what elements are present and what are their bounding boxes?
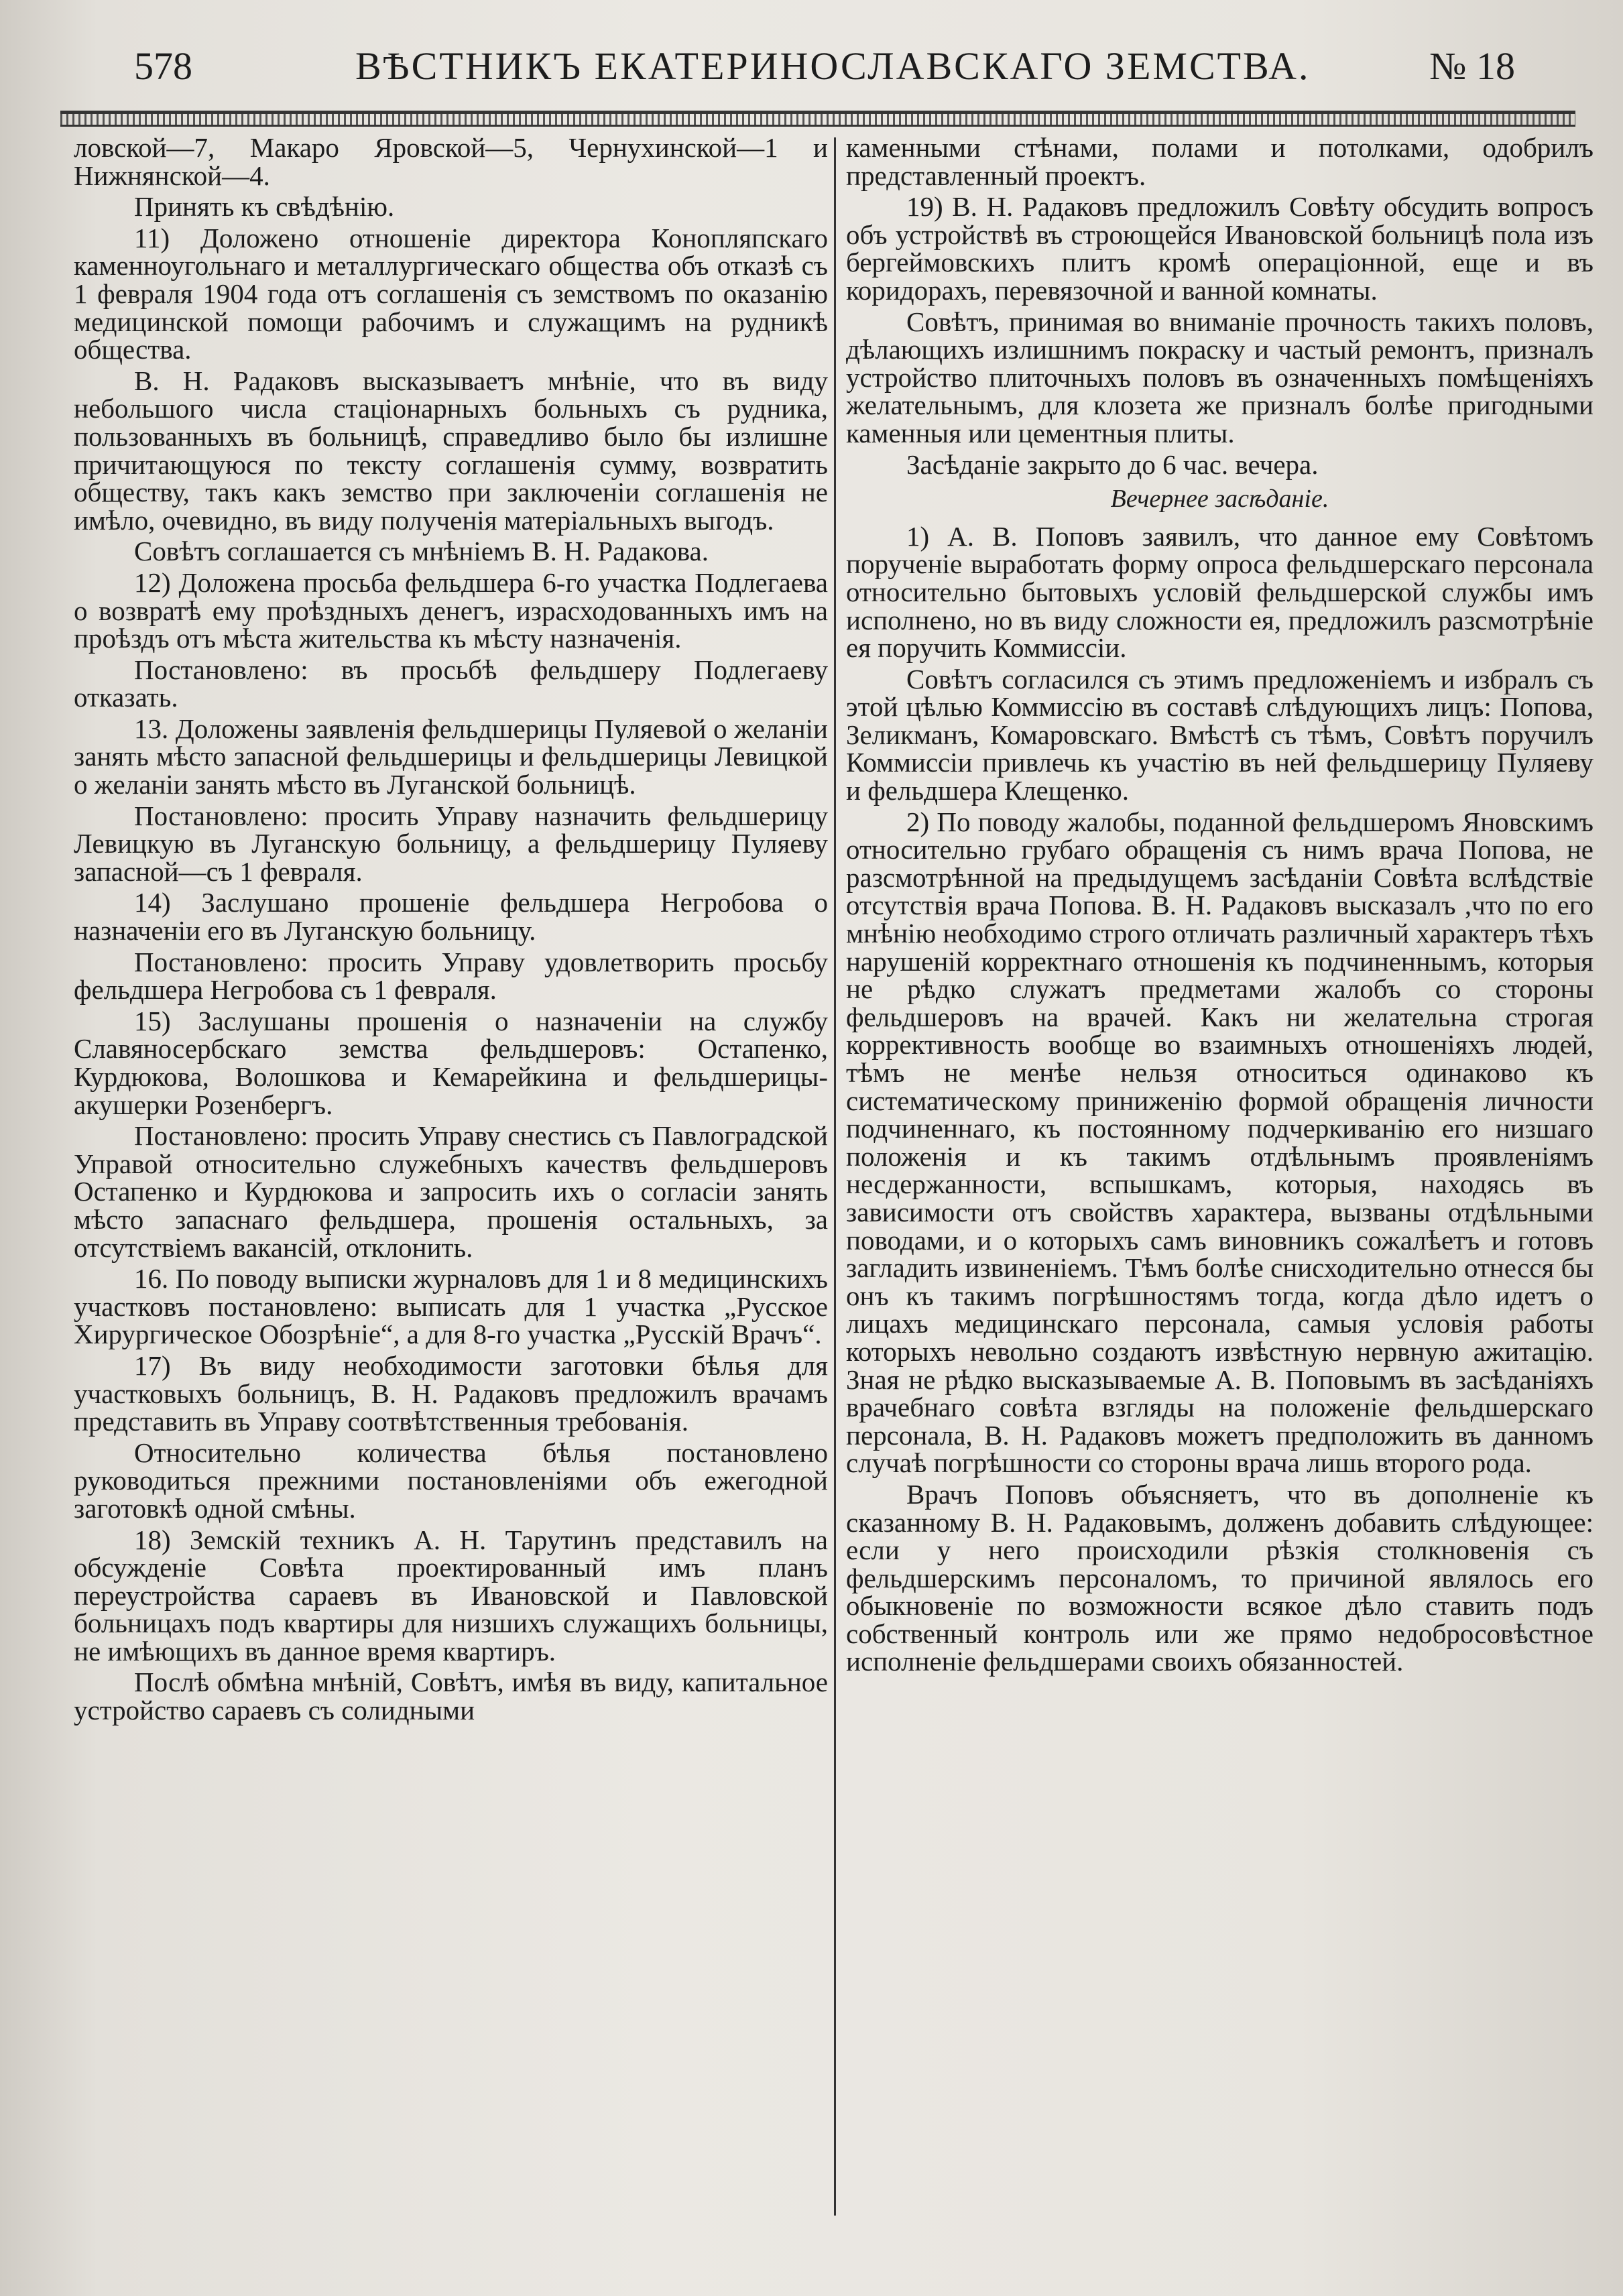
paragraph: 18) Земскій техникъ А. Н. Тарутинъ представилъ на обсужденіе Совѣта проектированный имъ планъ переустройства сараевъ въ Ивановской и Павловской больницахъ подъ квартиры для низшихъ служащихъ больницы, не имѣющихъ въ данное время квартиръ. bbox=[74, 1524, 828, 1667]
paragraph: Совѣтъ, принимая во вниманіе прочность такихъ половъ, дѣлающихъ излишнимъ покраску и частый ремонтъ, призналъ устройство плиточныхъ половъ въ означенныхъ помѣщеніяхъ желательнымъ, для клозета же призналъ болѣе пригодными каменныя или цементныя плиты. bbox=[846, 306, 1594, 448]
paragraph: Послѣ обмѣна мнѣній, Совѣтъ, имѣя въ виду, капитальное устройство сараевъ съ солидными bbox=[74, 1667, 828, 1726]
paragraph: Постановлено: просить Управу назначить фельдшерицу Левицкую въ Луганскую больницу, а фельдшерицу Пуляеву запасной—съ 1 февраля. bbox=[74, 800, 828, 887]
paragraph: 2) По поводу жалобы, поданной фельдшеромъ Яновскимъ относительно грубаго обращенія съ нимъ врача Попова, не разсмотрѣнной на предыдущемъ засѣданіи Совѣта вслѣдствіе отсутствія врача Попова. В. Н. Радаковъ высказалъ ,что по его мнѣнію необходимо строго отличать различный характеръ тѣхъ нарушеній корректнаго отношенія къ подчиненнымъ, которыя не рѣдко служатъ предметами жалобъ со стороны фельдшеровъ на врачей. Какъ ни желательна строгая коррективность вообще во взаимныхъ отношеніяхъ людей, тѣмъ не менѣе нельзя относиться одинаково къ систематическому приниженію формой обращенія личности подчиненнаго, къ постоянному подчеркиванію его низшаго положенія и къ такимъ отдѣльнымъ проявленіямъ несдержанности, вспышкамъ, которыя, находясь въ зависимости отъ свойствъ характера, вызваны отдѣльными поводами, и о которыхъ самъ виновникъ сожалѣетъ и готовъ загладить извиненіемъ. Тѣмъ болѣе снисходительно отнесся бы онъ къ такимъ погрѣшностямъ тогда, когда дѣло идетъ о лицахъ медицинскаго персонала, самыя условія работы которыхъ невольно создаютъ извѣстную нервную ажитацію. Зная не рѣдко высказываемые А. В. Поповымъ въ засѣданіяхъ врачебнаго совѣта взгляды на положеніе фельдшерскаго персонала, В. Н. Радаковъ можетъ предположить въ данномъ случаѣ погрѣшности со стороны врача лишь второго рода. bbox=[846, 806, 1594, 1479]
paragraph: 17) Въ виду необходимости заготовки бѣлья для участковыхъ больницъ, В. Н. Радаковъ предложилъ врачамъ представить въ Управу соотвѣтственныя требованія. bbox=[74, 1349, 828, 1437]
paragraph: Совѣтъ согласился съ этимъ предложеніемъ и избралъ съ этой цѣлью Коммиссію въ составѣ слѣдующихъ лицъ: Попова, Зеликманъ, Комаровскаго. Вмѣстѣ съ тѣмъ, Совѣтъ поручилъ Коммиссіи привлечь къ участію въ ней фельдшерицу Пуляеву и фельдшера Клещенко. bbox=[846, 663, 1594, 806]
paragraph: 12) Доложена просьба фельдшера 6-го участка Подлегаева о возвратѣ ему проѣздныхъ денегъ, израсходованныхъ имъ на проѣздъ отъ мѣста жительства къ мѣсту назначенія. bbox=[74, 566, 828, 654]
paragraph: Врачъ Поповъ объясняетъ, что въ дополненіе къ сказанному В. Н. Радаковымъ, долженъ добавить слѣдующее: если у него происходили рѣзкія столкновенія съ фельдшерскимъ персоналомъ, то причиной являлось его обыкновеніе по возможности всякое дѣло ставить подъ собственный контроль или же прямо недобросовѣстное исполненіе фельдшерами своихъ обязанностей. bbox=[846, 1478, 1594, 1677]
issue-number: № 18 bbox=[1429, 44, 1515, 88]
paragraph: 14) Заслушано прошеніе фельдшера Негробова о назначеніи его въ Луганскую больницу. bbox=[74, 887, 828, 947]
paragraph: Постановлено: въ просьбѣ фельдшеру Подлегаеву отказать. bbox=[74, 654, 828, 713]
paragraph: Относительно количества бѣлья постановлено руководиться прежними постановленіями объ ежегодной заготовкѣ одной смѣны. bbox=[74, 1437, 828, 1524]
periodical-title: ВѢСТНИКЪ ЕКАТЕРИНОСЛАВСКАГО ЗЕМСТВА. bbox=[355, 44, 1311, 88]
paragraph: Принять къ свѣдѣнію. bbox=[134, 191, 395, 223]
paragraph: 15) Заслушаны прошенія о назначеніи на службу Славяносербскаго земства фельдшеровъ: Остапенко, Курдюкова, Волошкова и Кемарейкина и фельдшерицы-акушерки Розенбергъ. bbox=[74, 1005, 828, 1120]
left-column bbox=[74, 134, 828, 1728]
column-divider bbox=[834, 137, 836, 2216]
page-number: 578 bbox=[134, 44, 192, 88]
paragraph: 16. По поводу выписки журналовъ для 1 и 8 медицинскихъ участковъ постановлено: выписать для 1 участка „Русское Хирургическое Обозрѣніе“, а для 8-го участка „Русскій Врачъ“. bbox=[74, 1263, 828, 1350]
paragraph: Постановлено: просить Управу снестись съ Павлоградской Управой относительно служебныхъ качествъ фельдшеровъ Остапенко и Курдюкова и запросить ихъ о согласіи занять мѣсто запаснаго фельдшера, прошенія остальныхъ, за отсутствіемъ вакансій, отклонить. bbox=[74, 1120, 828, 1263]
paragraph: Совѣтъ соглашается съ мнѣніемъ В. Н. Радакова. bbox=[134, 536, 709, 567]
paragraph: 1) А. В. Поповъ заявилъ, что данное ему Совѣтомъ порученіе выработать форму опроса фельдшерскаго персонала относительно бытовыхъ условій фельдшерской службы имъ исполнено, но въ виду сложности ея, предложилъ разсмотрѣніе ея поручить Коммиссіи. bbox=[846, 520, 1594, 664]
paragraph: В. Н. Радаковъ высказываетъ мнѣніе, что въ виду небольшого числа стаціонарныхъ больныхъ съ рудника, пользованныхъ въ больницѣ, справедливо было бы излишне причитающуюся по тексту соглашенія сумму, возвратить обществу, такъ какъ земство при заключеніи соглашенія не имѣло, очевидно, въ виду полученія матеріальныхъ выгодъ. bbox=[74, 365, 828, 536]
section-heading: Вечернее засѣданіе. bbox=[1110, 485, 1329, 513]
paragraph: 19) В. Н. Радаковъ предложилъ Совѣту обсудить вопросъ объ устройствѣ въ строющейся Ивановской больницѣ пола изъ бергеймовскихъ плитъ кромѣ операціонной, еще и въ коридорахъ, перевязочной и ванной комнаты. bbox=[846, 191, 1594, 306]
paragraph: ловской—7, Макаро Яровской—5, Чернухинской—1 и Нижнянской—4. bbox=[74, 132, 828, 191]
paragraph: Постановлено: просить Управу удовлетворить просьбу фельдшера Негробова съ 1 февраля. bbox=[74, 946, 828, 1006]
paragraph: каменными стѣнами, полами и потолками, одобрилъ представленный проектъ. bbox=[846, 132, 1594, 191]
header-rule bbox=[60, 111, 1575, 127]
right-column bbox=[846, 134, 1594, 1679]
paragraph: Засѣданіе закрыто до 6 час. вечера. bbox=[906, 448, 1319, 480]
page-header bbox=[134, 37, 1528, 97]
paragraph: 11) Доложено отношеніе директора Конопляпскаго каменноугольнаго и металлургическаго общества объ отказѣ съ 1 февраля 1904 года отъ соглашенія съ земствомъ по оказанію медицинской помощи рабочимъ и служащимъ на рудникѣ общества. bbox=[74, 222, 828, 365]
paragraph: 13. Доложены заявленія фельдшерицы Пуляевой о желаніи занять мѣсто запасной фельдшерицы и фельдшерицы Левицкой о желаніи занять мѣсто въ Луганской больницѣ. bbox=[74, 713, 828, 800]
